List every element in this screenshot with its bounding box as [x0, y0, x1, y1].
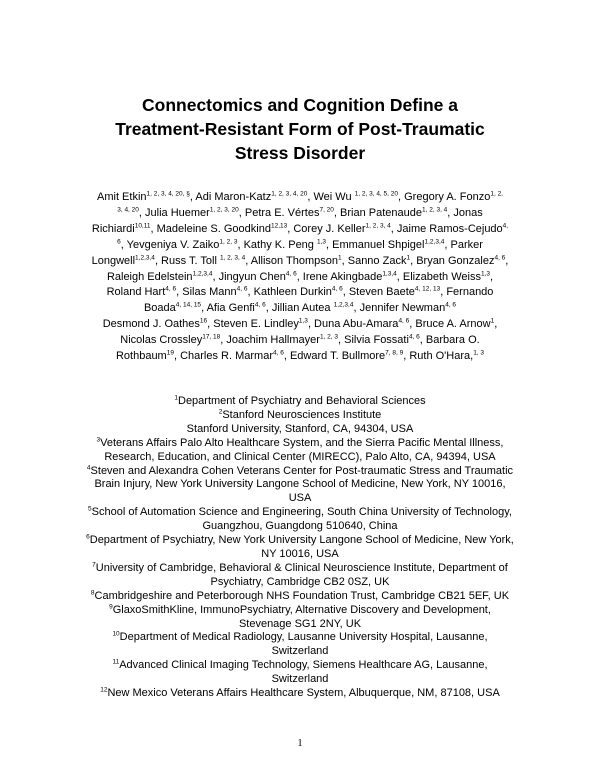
affiliation-marker: 1 [338, 253, 342, 261]
affiliation-marker: 4, 14, 15 [175, 301, 202, 309]
paper-title [60, 93, 540, 165]
author-name: , Bryan Gonzalez [410, 254, 495, 267]
affiliation-number: 10 [112, 630, 120, 638]
affiliation-line [60, 478, 540, 492]
affiliation-line [60, 645, 540, 659]
author-line [70, 333, 530, 349]
author-name: , Joachim Hallmayer [220, 334, 320, 347]
title-line: Stress Disorder [234, 143, 366, 163]
affiliation-marker: 1 [490, 317, 495, 325]
author-line [70, 238, 530, 254]
author-name: , Jillian Autea [265, 302, 334, 315]
affiliation-marker: 1, 2, 3, 4 [422, 206, 448, 214]
affiliation-number: 6 [86, 533, 90, 541]
author-name: , Allison Thompson [245, 254, 338, 267]
title-line: Connectomics and Cognition Define a [142, 95, 458, 115]
affiliation-text: Department of Psychiatry, New York University Langone School of Medicine, New York, [89, 534, 514, 547]
author-line [70, 206, 530, 222]
affiliation-line [60, 562, 540, 576]
affiliation-marker: 1,3 [480, 269, 490, 277]
affiliation-number: 8 [90, 589, 95, 597]
affiliation-text: Guangzhou, Guangdong 510640, China [202, 520, 398, 533]
affiliation-marker: 1 [406, 253, 411, 261]
affiliation-line [60, 604, 540, 618]
affiliation-text: Department of Psychiatry and Behavioral Sciences [178, 395, 426, 407]
affiliation-text: Cambridgeshire and Peterborough NHS Foundation Trust, Cambridge CB21 5EF, UK [94, 589, 510, 602]
author-name: , Barbara O. [419, 334, 480, 347]
affiliation-text: Switzerland [271, 673, 329, 686]
author-name: , [490, 270, 494, 283]
author-name: , Parker [444, 238, 483, 251]
affiliation-marker: 1,2,3,4 [333, 301, 354, 309]
author-name: , Silvia Fossati [338, 334, 409, 347]
author-name: , [494, 318, 498, 331]
author-name: , Jonas [447, 206, 483, 219]
affiliation-line [60, 465, 540, 479]
author-name: Richiardi [91, 222, 135, 235]
author-name: , Charles R. Marmar [173, 350, 273, 363]
author-name: , Elizabeth Weiss [396, 270, 481, 283]
affiliation-marker: 1, 2, [490, 190, 503, 198]
affiliation-text: Stevenage SG1 2NY, UK [238, 617, 362, 630]
author-name: , Bruce A. Arnow [409, 318, 491, 331]
affiliation-marker: 4, 6 [408, 333, 420, 341]
affiliation-line [60, 618, 540, 632]
affiliation-marker: 1, 2, 3, 4, 20 [271, 190, 308, 198]
author-line [70, 317, 530, 333]
author-name: , Sanno Zack [341, 254, 407, 267]
affiliation-marker: 4, 6 [445, 301, 457, 309]
author-line [70, 222, 530, 238]
affiliation-number: 1 [174, 394, 178, 402]
affiliation-marker: 4, 6 [331, 285, 343, 293]
author-line [70, 254, 530, 270]
author-name: Nicolas Crossley [120, 334, 203, 347]
affiliation-number: 12 [100, 686, 108, 694]
affiliation-line [60, 395, 540, 409]
author-name: , Yevgeniya V. Zaiko [120, 238, 220, 251]
affiliation-text: Brain Injury, New York University Langone School of Medicine, New York, NY 10016, [94, 478, 506, 491]
affiliation-marker: 1, 3 [473, 349, 485, 357]
affiliation-text: Stanford University, Stanford, CA, 94304, USA [186, 422, 414, 435]
affiliation-line [60, 437, 540, 451]
affiliation-marker: 1,3 [316, 238, 327, 246]
affiliation-text: GlaxoSmithKline, ImmunoPsychiatry, Alternative Discovery and Development, [112, 603, 491, 616]
author-name: Roland Hart [106, 286, 166, 299]
affiliation-text: Research, Education, and Clinical Center (MIRECC), Palo Alto, CA, 94394, USA [104, 450, 496, 463]
author-name: Raleigh Edelstein [106, 270, 193, 283]
author-name: , Brian Patenaude [333, 206, 422, 219]
author-name: , Steven E. Lindley [207, 318, 299, 331]
author-name: Boada [143, 302, 176, 315]
affiliation-number: 4 [86, 463, 91, 471]
affiliation-text: Veterans Affairs Palo Alto Healthcare System, and the Sierra Pacific Mental Illness, [100, 436, 504, 449]
affiliation-marker: 1, 2, 3 [319, 333, 339, 341]
author-name: , Petra E. Vértes [238, 206, 320, 219]
affiliation-text: Switzerland [271, 645, 329, 658]
affiliation-number: 9 [109, 602, 113, 610]
affiliation-marker: 1, 2, 3, 4 [365, 222, 391, 230]
author-line [70, 285, 530, 301]
author-line [70, 190, 530, 206]
author-name: , Irene Akingbade [296, 270, 383, 283]
author-name: , Silas Mann [176, 286, 237, 299]
affiliation-marker: 1, 2, 3, 4, 20, § [146, 190, 190, 198]
author-line [70, 301, 530, 317]
affiliation-line [60, 520, 540, 534]
author-name: , Madeleine S. Goodkind [150, 222, 271, 235]
affiliation-marker: 6 [117, 238, 121, 246]
affiliation-marker: 7, 8, 9 [385, 349, 404, 357]
author-list [70, 190, 530, 365]
affiliation-line [60, 590, 540, 604]
affiliation-marker: 4, 6 [236, 285, 248, 293]
affiliation-marker: 17, 18 [202, 333, 221, 341]
author-name: , Edward T. Bullmore [283, 350, 386, 363]
affiliation-text: New Mexico Veterans Affairs Healthcare System, Albuquerque, NM, 87108, USA [107, 687, 500, 700]
author-line [70, 270, 530, 286]
affiliation-marker: 19 [166, 349, 174, 357]
author-name: , Corey J. Keller [287, 222, 366, 235]
affiliation-marker: 4, 6 [165, 285, 177, 293]
author-name: Desmond J. Oathes [102, 318, 200, 331]
author-name: , Kathleen Durkin [247, 286, 332, 299]
affiliation-marker: 4, [502, 222, 509, 230]
author-name: , Afia Genfi [201, 302, 255, 315]
affiliation-number: 5 [88, 505, 92, 513]
affiliation-line [60, 423, 540, 437]
affiliation-text: Department of Medical Radiology, Lausanne University Hospital, Lausanne, [119, 631, 488, 644]
author-name: , Duna Abu-Amara [307, 318, 399, 331]
affiliation-line [60, 631, 540, 645]
affiliation-line [60, 548, 540, 562]
affiliation-marker: 4, 6 [494, 253, 506, 261]
author-name: , Kathy K. Peng [237, 238, 317, 251]
affiliation-marker: 4, 6 [398, 317, 410, 325]
affiliation-text: Stanford Neurosciences Institute [222, 408, 382, 421]
affiliation-marker: 1,2,3,4 [424, 238, 445, 246]
affiliation-number: 2 [218, 408, 223, 416]
affiliation-line [60, 687, 540, 701]
affiliation-text: School of Automation Science and Engineering, South China University of Technology, [91, 506, 512, 519]
affiliation-marker: 1, 2, 3 [219, 238, 238, 246]
author-line [70, 349, 530, 365]
affiliation-text: University of Cambridge, Behavioral & Clinical Neuroscience Institute, Department of [95, 561, 508, 574]
author-name: , Jennifer Newman [353, 302, 446, 315]
affiliation-text: Steven and Alexandra Cohen Veterans Center for Post-traumatic Stress and Traumatic [90, 464, 514, 477]
affiliation-list [60, 395, 540, 701]
affiliation-line [60, 409, 540, 423]
affiliation-marker: 10,11 [134, 222, 151, 230]
author-name: , Jaime Ramos-Cejudo [390, 222, 503, 235]
affiliation-marker: 1,3 [298, 317, 308, 325]
author-name: , Gregory A. Fonzo [398, 191, 491, 203]
affiliation-marker: 1, 2, 3, 4 [219, 253, 246, 261]
affiliation-marker: 1,2,3,4 [135, 253, 155, 261]
affiliation-marker: 1,3,4 [382, 269, 397, 277]
affiliation-text: Advanced Clinical Imaging Technology, Siemens Healthcare AG, Lausanne, [119, 659, 488, 672]
affiliation-text: USA [288, 492, 312, 505]
author-name: , Fernando [440, 286, 494, 299]
author-name: , Steven Baete [342, 286, 415, 299]
author-name: Rothbaum [115, 350, 167, 363]
affiliation-marker: 1, 2, 3, 4, 5, 20 [354, 190, 399, 198]
author-name: Amit Etkin [97, 191, 147, 203]
affiliation-line [60, 659, 540, 673]
affiliation-number: 7 [92, 561, 96, 569]
affiliation-marker: 4, 6 [254, 301, 266, 309]
affiliation-text: NY 10016, USA [261, 547, 339, 560]
affiliation-marker: 12,13 [270, 222, 288, 230]
affiliation-marker: 1,2,3,4 [192, 269, 213, 277]
affiliation-line [60, 451, 540, 465]
affiliation-text: Psychiatry, Cambridge CB2 0SZ, UK [210, 575, 390, 588]
author-name: , Jingyun Chen [212, 270, 286, 283]
affiliation-line [60, 673, 540, 687]
affiliation-marker: 7, 20 [319, 206, 334, 214]
title-line: Treatment-Resistant Form of Post-Traumatic [115, 119, 485, 139]
affiliation-marker: 4, 6 [285, 269, 297, 277]
affiliation-marker: 1, 2, 3, 20 [209, 206, 239, 214]
affiliation-line [60, 534, 540, 548]
affiliation-number: 3 [96, 436, 101, 444]
author-name: , Emmanuel Shpigel [326, 238, 425, 251]
page-number: 1 [297, 738, 303, 749]
affiliation-line [60, 506, 540, 520]
author-name: , Adi Maron-Katz [189, 191, 272, 203]
affiliation-marker: 4, 12, 13 [414, 285, 441, 293]
author-name: Longwell [91, 254, 136, 267]
author-name: , Wei Wu [307, 191, 355, 203]
affiliation-number: 11 [112, 658, 120, 666]
author-name: , [505, 254, 509, 267]
affiliation-marker: 16 [199, 317, 208, 325]
author-name: , Julia Huemer [138, 206, 210, 219]
affiliation-marker: 4, 6 [273, 349, 284, 357]
author-name: , Ruth O'Hara, [403, 350, 474, 363]
affiliation-marker: 3, 4, 20 [117, 206, 139, 214]
affiliation-line [60, 576, 540, 590]
affiliation-line [60, 492, 540, 506]
author-name: , Russ T. Toll [154, 254, 220, 267]
